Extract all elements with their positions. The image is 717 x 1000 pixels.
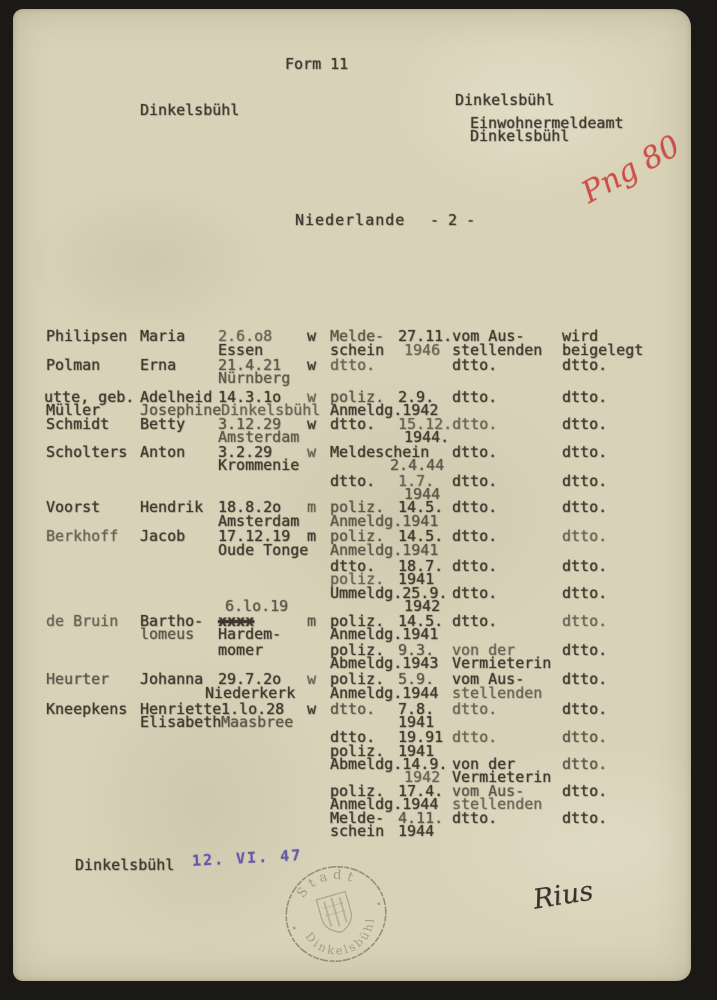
typed-text-run: 6.lo.19 xyxy=(225,597,289,615)
typed-text-run: dtto. xyxy=(452,700,498,718)
typed-text-run: poliz. xyxy=(330,498,385,516)
typed-text-run: 1941 xyxy=(398,713,435,731)
typed-text-run: dtto. xyxy=(562,670,608,688)
typed-text-run: beigelegt xyxy=(562,341,644,359)
city-seal-stamp xyxy=(279,861,393,967)
typed-text-run: Anton xyxy=(140,443,186,461)
typed-text-run: 1944 xyxy=(404,485,441,503)
page-number: - 2 - xyxy=(430,211,476,229)
typed-text-run: 1942 xyxy=(404,597,441,615)
typed-text-run: 14.5. xyxy=(398,498,444,516)
typed-text-run: 18.7. xyxy=(398,557,444,575)
typed-text-run: Jacob xyxy=(140,527,186,545)
typed-text-run: 17.4. xyxy=(398,782,444,800)
typed-text-run: w xyxy=(307,327,317,345)
country-heading: Niederlande xyxy=(295,211,406,229)
typed-text-run: 3.2.29 xyxy=(218,443,273,461)
typed-text-run: stellenden xyxy=(452,795,543,813)
typed-text-run: m xyxy=(307,612,317,630)
typed-text-run: poliz. xyxy=(330,742,385,760)
typed-text-run: Müller xyxy=(46,401,101,419)
typed-text-run: 14.5. xyxy=(398,612,444,630)
typed-text-run: dtto. xyxy=(452,356,498,374)
typed-text-run: w xyxy=(307,356,317,374)
typed-text-run: 1944 xyxy=(398,822,435,840)
typed-text-run: 18.8.2o xyxy=(218,498,282,516)
typed-text-run: dtto. xyxy=(562,498,608,516)
typed-text-run: 1946 xyxy=(404,341,441,359)
typed-text-run: Nürnberg xyxy=(218,369,291,387)
typed-text-run: Melde- xyxy=(330,809,385,827)
typed-text-run: dtto. xyxy=(562,356,608,374)
typed-text-run: Maria xyxy=(140,327,186,345)
typed-text-run: Kneepkens xyxy=(46,700,128,718)
typed-text-run: 17.12.19 xyxy=(218,527,291,545)
typed-text-run: m xyxy=(307,498,317,516)
typed-text-run: Voorst xyxy=(46,498,101,516)
typed-text-run: w xyxy=(307,443,317,461)
typed-text-run: Anmeldg.1944 xyxy=(330,795,439,813)
typed-text-run: wird xyxy=(562,327,599,345)
handwritten-signature: Rius xyxy=(530,875,596,916)
typed-text-run: dtto. xyxy=(330,700,376,718)
typed-text-run: w xyxy=(307,700,317,718)
typed-text-run: Vermieterin xyxy=(452,654,552,672)
typed-text-run: dtto. xyxy=(562,782,608,800)
typed-text-run: dtto. xyxy=(562,641,608,659)
typed-text-run: Josephine xyxy=(140,401,222,419)
typed-text-run: dtto. xyxy=(562,472,608,490)
typed-text-run: w xyxy=(307,388,317,406)
typed-text-run: 2.6.o8 xyxy=(218,327,273,345)
typed-text-run: vom Aus- xyxy=(452,670,525,688)
office-place-line: Dinkelsbühl xyxy=(455,91,555,109)
typed-text-run: poliz. xyxy=(330,670,385,688)
typed-text-run: Abmeldg.1943 xyxy=(330,654,439,672)
typed-text-run: dtto. xyxy=(330,557,376,575)
typed-text-run: von der xyxy=(452,641,516,659)
typed-text-run: dtto. xyxy=(330,356,376,374)
typed-text-run: lomeus xyxy=(140,625,195,643)
typed-text-run: Abmeldg.14.9. xyxy=(330,755,448,773)
typed-text-run: 1.lo.28 xyxy=(221,700,285,718)
typed-text-run: 5.9. xyxy=(398,670,435,688)
typed-text-run: Philipsen xyxy=(46,327,128,345)
typed-text-run: poliz. xyxy=(330,388,385,406)
footer-place-name: Dinkelsbühl xyxy=(75,856,175,874)
typed-text-run: dtto. xyxy=(562,557,608,575)
typed-text-run: w xyxy=(307,670,317,688)
typed-text-run: dtto. xyxy=(562,527,608,545)
typed-text-run: dtto. xyxy=(452,612,498,630)
typed-text-run: Maasbree xyxy=(221,713,294,731)
typed-text-run: Elisabeth xyxy=(140,713,222,731)
typed-text-run: Dinkelsbühl xyxy=(221,401,321,419)
typed-text-run: 14.5. xyxy=(398,527,444,545)
typed-text-run: Heurter xyxy=(46,670,110,688)
typed-text-run: dtto. xyxy=(562,415,608,433)
typed-text-run: 19.91 xyxy=(398,728,444,746)
typed-text-run: w xyxy=(307,415,317,433)
typed-text-run: Adelheid xyxy=(140,388,213,406)
typed-text-run: poliz. xyxy=(330,641,385,659)
typed-text-run: 1942 xyxy=(404,768,441,786)
typed-text-run: dtto. xyxy=(452,388,498,406)
date-stamp: 12. VI. 47 xyxy=(191,846,303,870)
typed-text-run: 7.8. xyxy=(398,700,435,718)
typed-text-run: dtto. xyxy=(562,728,608,746)
typed-text-run: dtto. xyxy=(562,809,608,827)
typed-text-run: Anmeldg.1941 xyxy=(330,625,439,643)
typed-text-run: Oude Tonge xyxy=(218,541,309,559)
typed-text-run: 2.9. xyxy=(398,388,435,406)
typed-text-run: 1941 xyxy=(398,742,435,760)
typed-text-run: Amsterdam xyxy=(218,428,300,446)
typed-text-run: Ummeldg.25.9. xyxy=(330,584,448,602)
typed-text-run: Anmeldg.1941 xyxy=(330,541,439,559)
typed-text-run: Anmeldg.1941 xyxy=(330,512,439,530)
seal-dot-icon xyxy=(293,926,296,929)
typed-text-run: Niederkerk xyxy=(205,684,296,702)
typed-text-run: 2.4.44 xyxy=(390,456,445,474)
typed-text-run: Henriette xyxy=(140,700,222,718)
typed-text-run: von der xyxy=(452,755,516,773)
typed-text-run: Schmidt xyxy=(46,415,110,433)
coat-of-arms-icon xyxy=(316,892,355,937)
typed-text-run: dtto. xyxy=(562,612,608,630)
typed-text-run: Berkhoff xyxy=(46,527,119,545)
typed-text-run: Vermieterin xyxy=(452,768,552,786)
typed-text-run: Anmeldg.1944 xyxy=(330,684,439,702)
typed-text-run: de Bruin xyxy=(46,612,119,630)
typed-text-run: dtto. xyxy=(452,557,498,575)
seal-dot-icon xyxy=(377,902,380,905)
typed-text-run: dtto. xyxy=(562,388,608,406)
office-place-line-2: Dinkelsbühl xyxy=(470,127,570,145)
typed-text-run: dtto. xyxy=(452,527,498,545)
typed-text-run: Krommenie xyxy=(218,456,300,474)
typed-text-run: 29.7.2o xyxy=(218,670,282,688)
typed-text-run: 14.3.1o xyxy=(218,388,282,406)
typed-text-run: poliz. xyxy=(330,612,385,630)
typed-text-run: Meldeschein xyxy=(330,443,430,461)
typed-text-run: Polman xyxy=(46,356,101,374)
typed-text-run: 15.12.dtto. xyxy=(398,415,498,433)
typed-text-run: Johanna xyxy=(140,670,204,688)
typed-text-run: Hendrik xyxy=(140,498,204,516)
typed-text-run: dtto. xyxy=(562,700,608,718)
typed-text-run: Amsterdam xyxy=(218,512,300,530)
typed-text-run: Anmeldg.1942 xyxy=(330,401,439,419)
typed-text-run: dtto. xyxy=(452,472,498,490)
typed-text-run: 9.3. xyxy=(398,641,435,659)
place-name-left: Dinkelsbühl xyxy=(140,101,240,119)
typed-text-run: 1941 xyxy=(398,570,435,588)
typed-text-run: dtto. xyxy=(452,728,498,746)
typed-text-run: 1944. xyxy=(404,428,450,446)
typed-text-run: dtto. xyxy=(562,443,608,461)
seal-text-top: Stadt xyxy=(294,867,360,902)
typed-text-run: schein xyxy=(330,341,385,359)
typed-text-run: stellenden xyxy=(452,341,543,359)
seal-text-bottom: Dinkelsbühl xyxy=(302,915,378,958)
typed-text-run: Scholters xyxy=(46,443,128,461)
typed-text-run: poliz. xyxy=(330,782,385,800)
typed-text-run: dtto. xyxy=(452,584,498,602)
typed-text-run: poliz. xyxy=(330,527,385,545)
typed-text-run: dtto. xyxy=(562,584,608,602)
typed-text-run: 21.4.21 xyxy=(218,356,282,374)
typed-text-run: dtto. xyxy=(562,755,608,773)
typed-text-run: dtto. xyxy=(452,498,498,516)
typed-text-run: 3.12.29 xyxy=(218,415,282,433)
typed-text-run: 1.7. xyxy=(398,472,435,490)
typed-text-run: stellenden xyxy=(452,684,543,702)
svg-text:Dinkelsbühl xyxy=(301,912,385,967)
typed-text-run: momer xyxy=(218,641,264,659)
typed-text-run: schein xyxy=(330,822,385,840)
typed-text-run: Melde- xyxy=(330,327,385,345)
typed-text-run: Bartho- xyxy=(140,612,204,630)
typed-text-run: 27.11.vom Aus- xyxy=(398,327,525,345)
typed-text-run: poliz. xyxy=(330,570,385,588)
typed-text-run: Hardem- xyxy=(218,625,282,643)
typed-text-run: vom Aus- xyxy=(452,782,525,800)
typed-text-run: utte, geb. xyxy=(44,388,135,406)
typed-text-run: xxxx xyxy=(218,612,255,630)
typed-text-run: Erna xyxy=(140,356,177,374)
form-number-label: Form 11 xyxy=(285,55,349,73)
typed-text-run: dtto. xyxy=(330,472,376,490)
typed-text-run: 4.11. xyxy=(398,809,444,827)
red-pencil-annotation: Png 80 xyxy=(575,128,686,211)
typed-text-run: Essen xyxy=(218,341,264,359)
typed-text-run: dtto. xyxy=(452,443,498,461)
typed-text-run: dtto. xyxy=(330,728,376,746)
typed-text-run: dtto. xyxy=(452,809,498,827)
typed-text-run: m xyxy=(307,527,317,545)
typed-text-run: Betty xyxy=(140,415,186,433)
office-name-line: Einwohnermeldeamt xyxy=(470,114,624,132)
typed-text-run: dtto. xyxy=(330,415,376,433)
